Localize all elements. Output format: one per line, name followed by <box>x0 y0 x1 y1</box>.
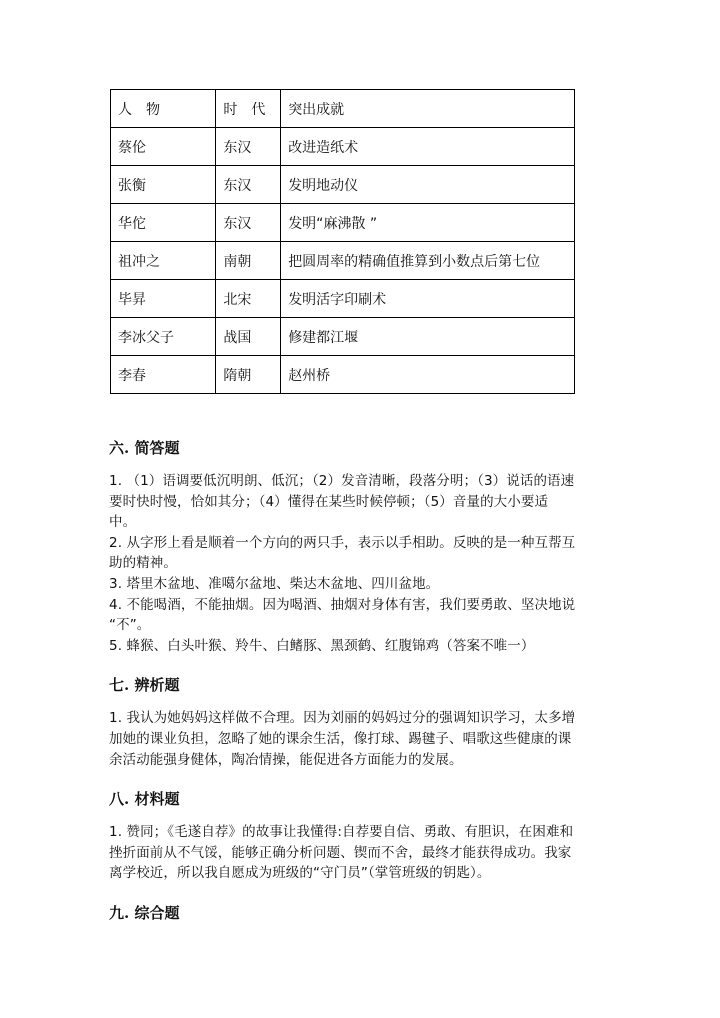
cell-era: 东汉 <box>216 128 281 166</box>
cell-person: 华佗 <box>111 204 216 242</box>
cell-achievement: 改进造纸术 <box>281 128 575 166</box>
answer-line: 4. 不能喝酒，不能抽烟。因为喝酒、抽烟对身体有害，我们要勇敢、坚决地说 <box>109 596 576 613</box>
answer-line: 加她的课业负担，忽略了她的课余生活，像打球、踢毽子、唱歌这些健康的课 <box>109 730 572 747</box>
table-header-row <box>111 90 575 128</box>
analysis-body <box>109 708 614 770</box>
cell-achievement: 赵州桥 <box>281 356 575 394</box>
table-row <box>111 242 575 280</box>
answer-line: 余活动能强身健体，陶冶情操，能促进各方面能力的发展。 <box>109 751 463 768</box>
answer-line: 要时快时慢，恰如其分；（4）懂得在某些时候停顿；（5）音量的大小要适 <box>109 493 549 510</box>
header-achievement: 突出成就 <box>281 90 575 128</box>
cell-era: 东汉 <box>216 204 281 242</box>
cell-achievement: 修建都江堰 <box>281 318 575 356</box>
table-row <box>111 356 575 394</box>
short-answer-body <box>109 471 614 656</box>
table-row <box>111 318 575 356</box>
section-title-material: 八. 材料题 <box>109 790 180 809</box>
table-row <box>111 128 575 166</box>
answer-line: 离学校近，所以我自愿成为班级的“守门员”（掌管班级的钥匙）。 <box>109 865 491 882</box>
answer-line: 5. 蜂猴、白头叶猴、羚牛、白鳍豚、黑颈鹤、红腹锦鸡（答案不唯一） <box>109 637 535 654</box>
table-row <box>111 280 575 318</box>
cell-era: 东汉 <box>216 166 281 204</box>
answer-line: “不”。 <box>109 617 151 634</box>
section-title-short-answer: 六. 简答题 <box>109 439 180 457</box>
cell-era: 战国 <box>216 318 281 356</box>
cell-era: 北宋 <box>216 280 281 318</box>
history-figures-table <box>110 89 575 394</box>
cell-era: 南朝 <box>216 242 281 280</box>
header-era: 时 代 <box>216 90 281 128</box>
answer-line: 助的精神。 <box>109 555 177 572</box>
material-body <box>109 822 614 884</box>
cell-person: 毕昇 <box>111 280 216 318</box>
cell-achievement: 发明“麻沸散 ” <box>281 204 575 242</box>
section-title-comprehensive: 九. 综合题 <box>109 903 180 922</box>
cell-achievement: 把圆周率的精确值推算到小数点后第七位 <box>281 242 575 280</box>
answer-line: 3. 塔里木盆地、准噶尔盆地、柴达木盆地、四川盆地。 <box>109 575 440 592</box>
cell-person: 祖冲之 <box>111 242 216 280</box>
cell-era: 隋朝 <box>216 356 281 394</box>
table-row <box>111 204 575 242</box>
cell-achievement: 发明地动仪 <box>281 166 575 204</box>
cell-person: 李冰父子 <box>111 318 216 356</box>
header-person: 人 物 <box>111 90 216 128</box>
cell-person: 蔡伦 <box>111 128 216 166</box>
section-title-analysis: 七. 辨析题 <box>109 676 180 695</box>
cell-person: 李春 <box>111 356 216 394</box>
answer-line: 中。 <box>109 514 137 531</box>
table-row <box>111 166 575 204</box>
cell-achievement: 发明活字印刷术 <box>281 280 575 318</box>
answer-line: 1. （1）语调要低沉明朗、低沉；（2）发音清晰，段落分明；（3）说话的语速 <box>109 473 575 489</box>
answer-sections <box>109 433 614 928</box>
answer-line: 1. 我认为她妈妈这样做不合理。因为刘丽的妈妈过分的强调知识学习，太多增 <box>109 710 576 727</box>
answer-line: 挫折面前从不气馁，能够正确分析问题、锲而不舍，最终才能获得成功。我家 <box>109 844 572 861</box>
cell-person: 张衡 <box>111 166 216 204</box>
answer-line: 1. 赞同；《毛遂自荐》的故事让我懂得:自荐要自信、勇敢、有胆识，在困难和 <box>109 824 574 841</box>
answer-line: 2. 从字形上看是顺着一个方向的两只手，表示以手相助。反映的是一种互帮互 <box>109 534 576 551</box>
